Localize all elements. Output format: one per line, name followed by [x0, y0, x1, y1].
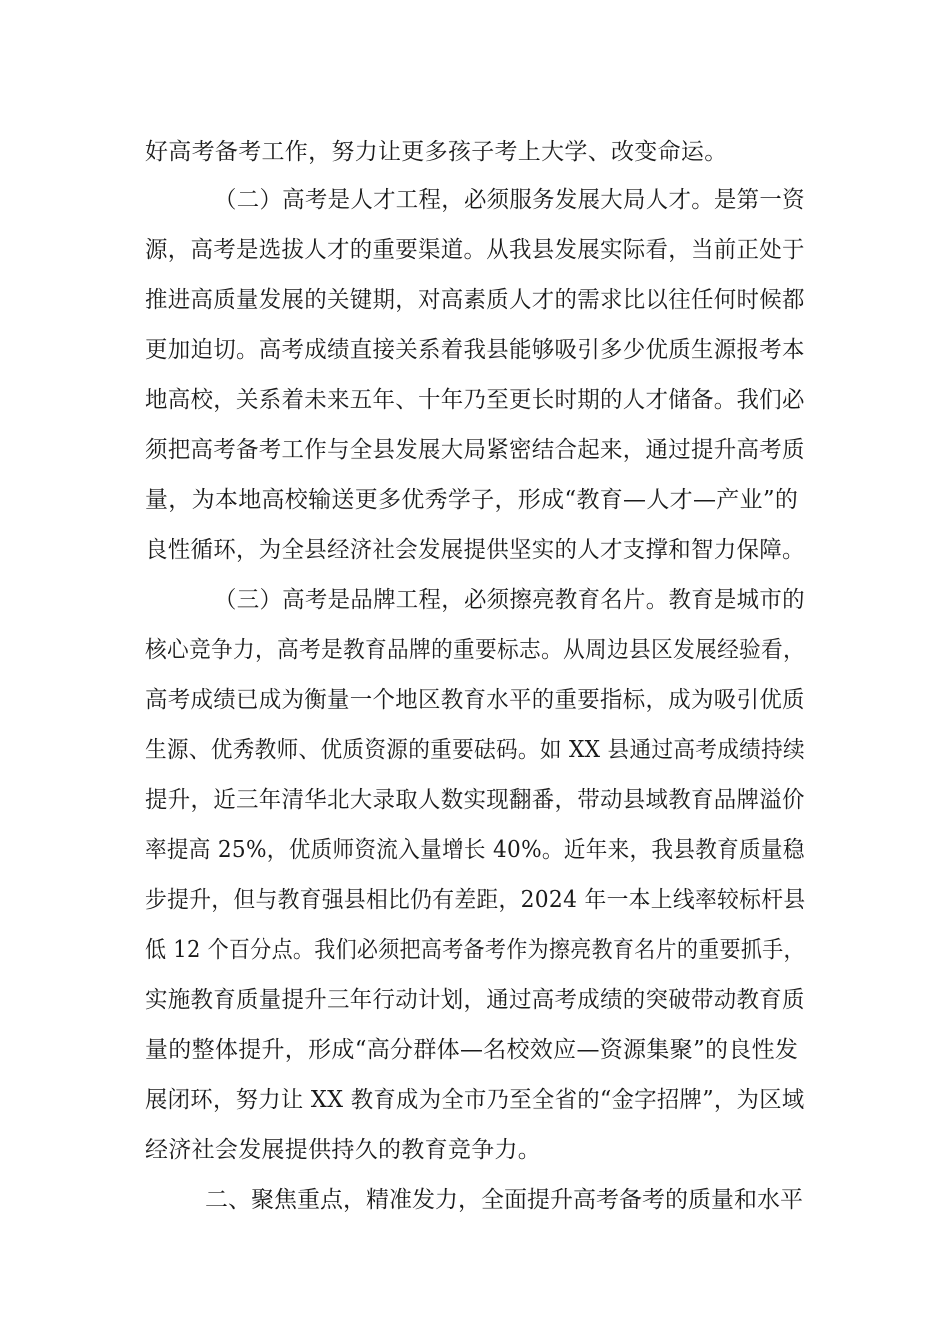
- text-line: 提升，近三年清华北大录取人数实现翻番，带动县域教育品牌溢价: [145, 787, 805, 813]
- text-line: 地高校，关系着未来五年、十年乃至更长时期的人才储备。我们必: [145, 387, 805, 413]
- section-heading: 二、聚焦重点，精准发力，全面提升高考备考的质量和水平: [205, 1187, 803, 1213]
- text-line: 低 12 个百分点。我们必须把高考备考作为擦亮教育名片的重要抓手，: [145, 937, 805, 963]
- text-line: 推进高质量发展的关键期，对高素质人才的需求比以往任何时候都: [145, 287, 805, 313]
- text-line: 须把高考备考工作与全县发展大局紧密结合起来，通过提升高考质: [145, 437, 805, 463]
- text-line: 量的整体提升，形成“高分群体—名校效应—资源集聚”的良性发: [145, 1037, 799, 1063]
- text-line: 实施教育质量提升三年行动计划，通过高考成绩的突破带动教育质: [145, 987, 805, 1013]
- text-line: 核心竞争力，高考是教育品牌的重要标志。从周边县区发展经验看，: [145, 637, 805, 663]
- text-line: 源，高考是选拔人才的重要渠道。从我县发展实际看，当前正处于: [145, 237, 805, 263]
- text-line: 率提高 25%，优质师资流入量增长 40%。近年来，我县教育质量稳: [145, 837, 805, 863]
- paragraph-start-line: （三）高考是品牌工程，必须擦亮教育名片。教育是城市的: [214, 587, 805, 613]
- text-line: 步提升，但与教育强县相比仍有差距，2024 年一本上线率较标杆县: [145, 887, 806, 913]
- text-line: 量，为本地高校输送更多优秀学子，形成“教育—人才—产业”的: [145, 487, 799, 513]
- text-line: 高考成绩已成为衡量一个地区教育水平的重要指标，成为吸引优质: [145, 687, 805, 713]
- text-line: 经济社会发展提供持久的教育竞争力。: [145, 1137, 542, 1163]
- paragraph-start-line: （二）高考是人才工程，必须服务发展大局人才。是第一资: [214, 187, 805, 213]
- text-line: 生源、优秀教师、优质资源的重要砝码。如 XX 县通过高考成绩持续: [145, 737, 805, 763]
- text-line: 展闭环，努力让 XX 教育成为全市乃至全省的“金字招牌”，为区域: [145, 1087, 805, 1113]
- text-line: 好高考备考工作，努力让更多孩子考上大学、改变命运。: [145, 139, 728, 165]
- text-line: 更加迫切。高考成绩直接关系着我县能够吸引多少优质生源报考本: [145, 337, 805, 363]
- text-line: 良性循环，为全县经济社会发展提供坚实的人才支撑和智力保障。: [145, 537, 805, 563]
